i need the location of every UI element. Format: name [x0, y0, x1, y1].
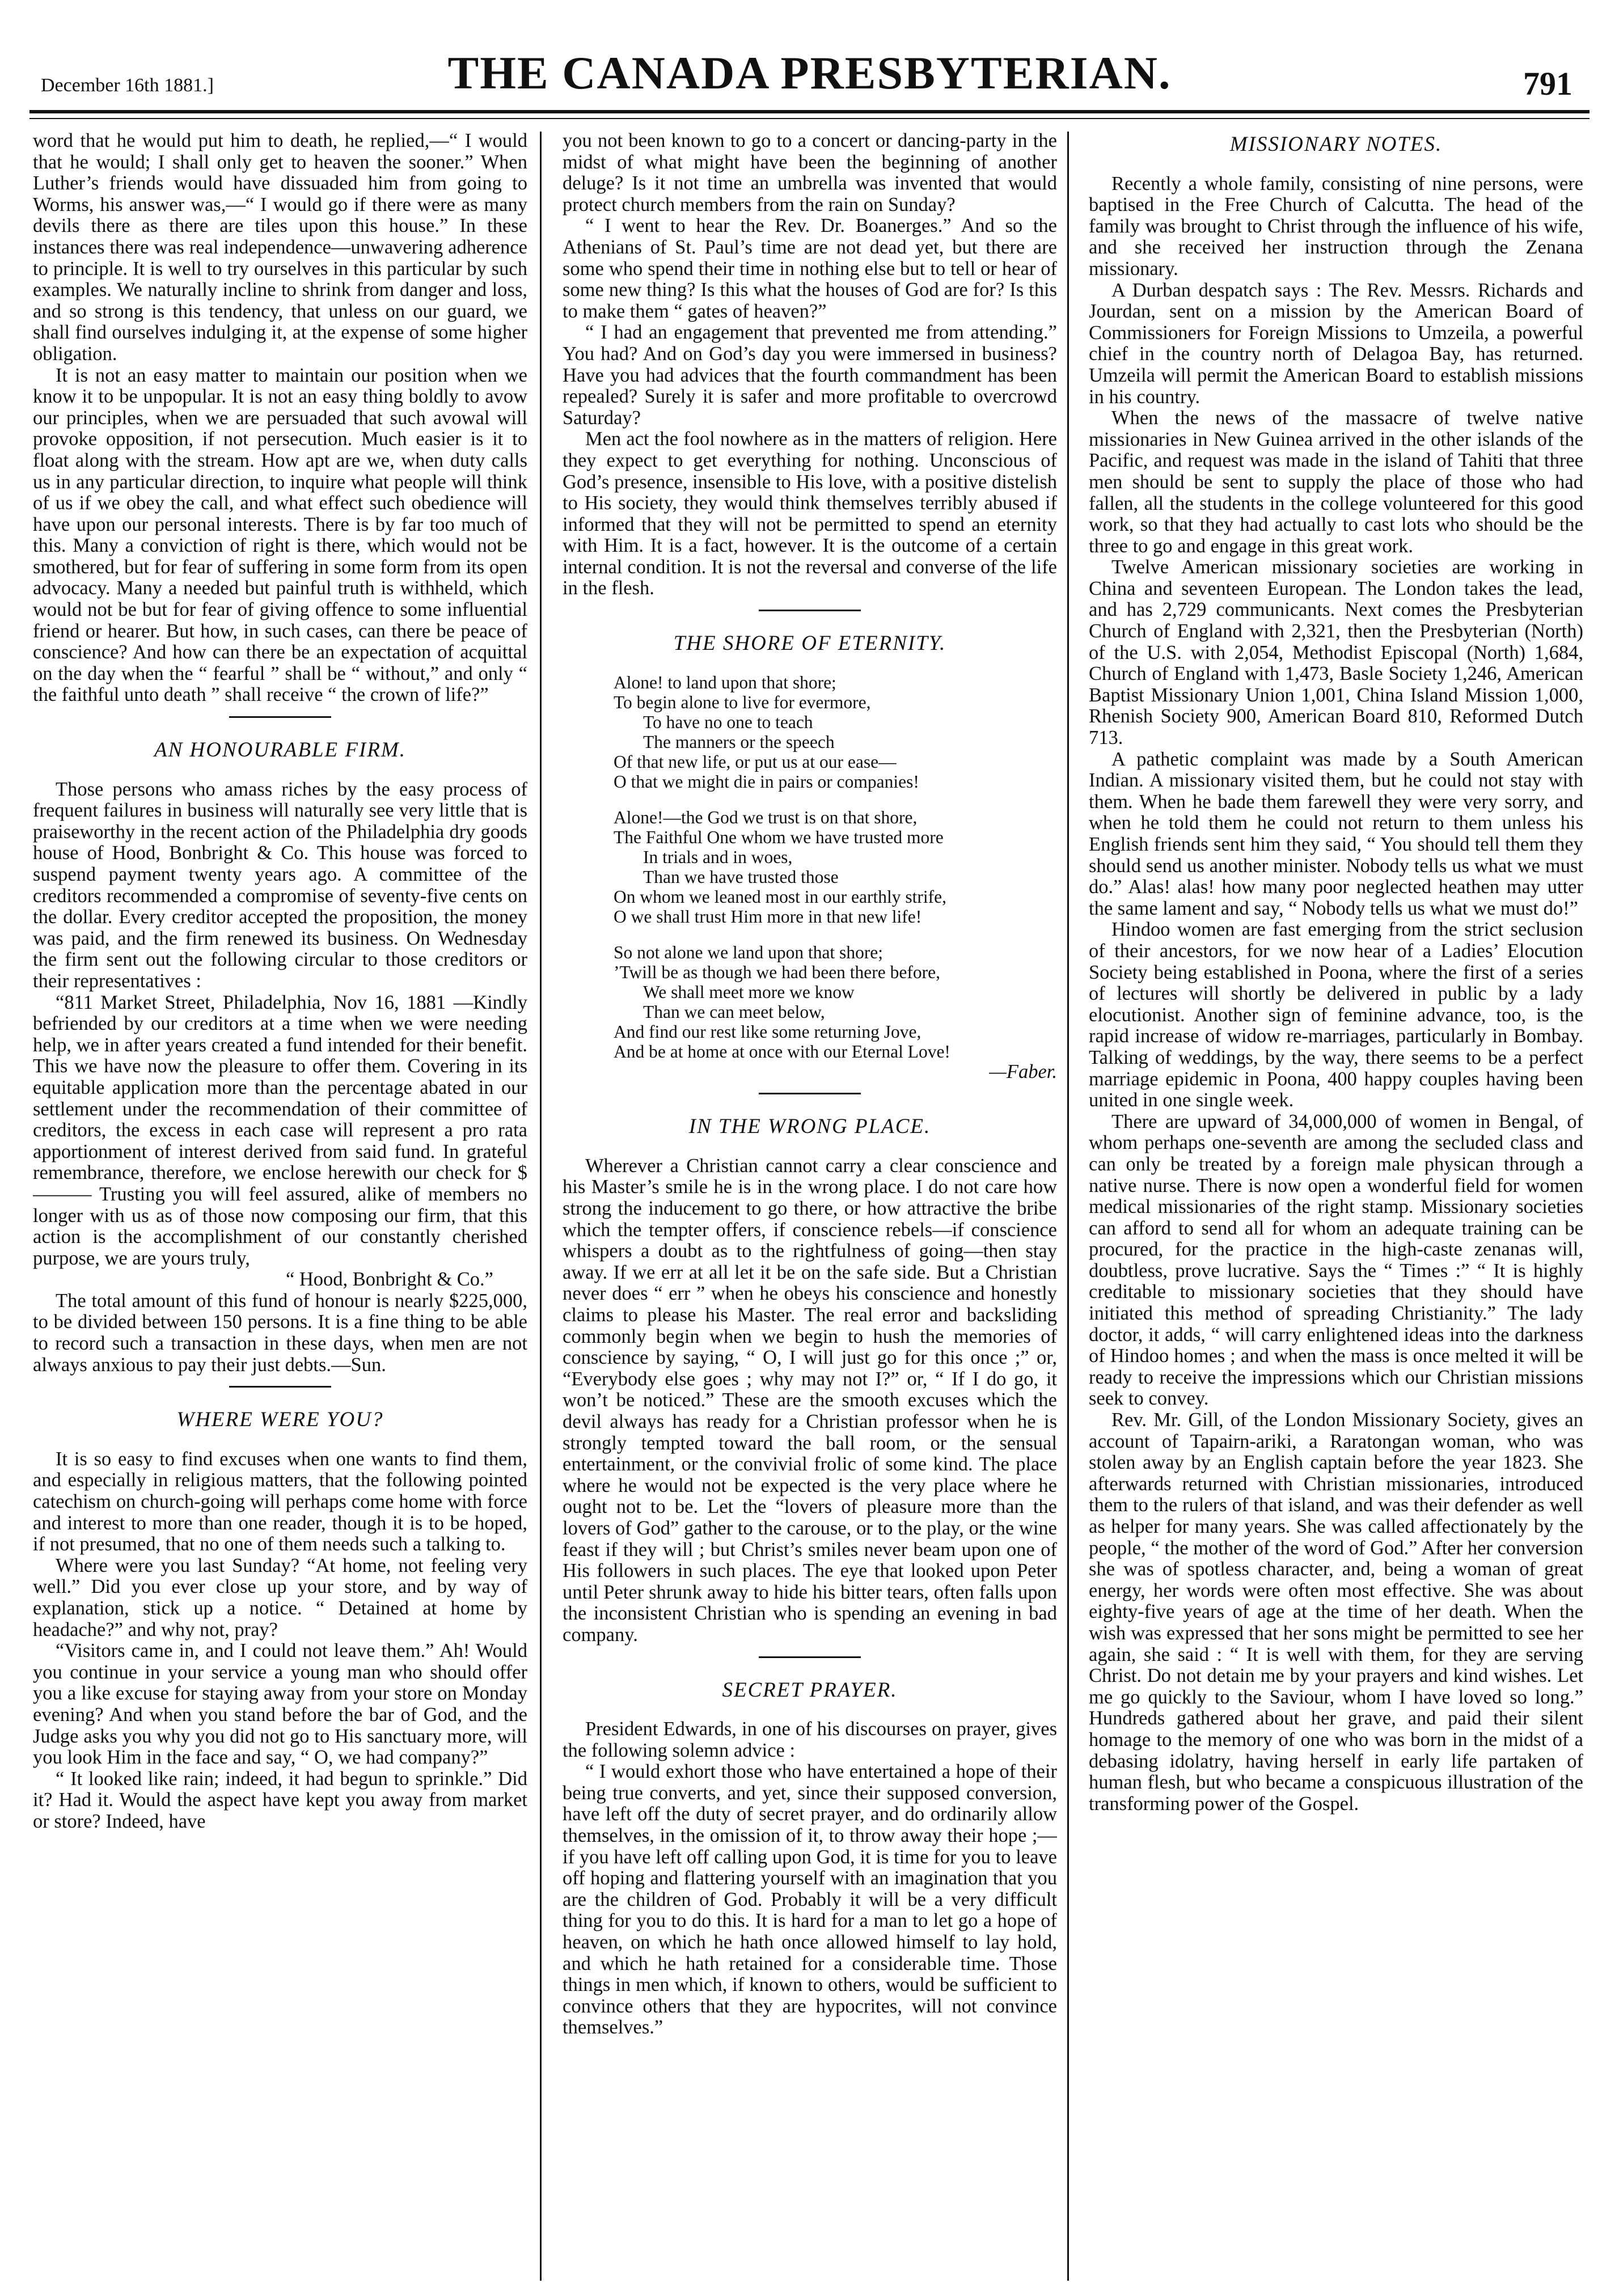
poem-line: And be at home at once with our Eternal Love!: [614, 1041, 950, 1062]
poem-line: The manners or the speech: [643, 731, 835, 752]
column-3: [1089, 130, 1583, 2280]
news-item: A pathetic complaint was made by a South American Indian. A missionary visited them, but he could not stay with them. When he bade them farewell they were very sorry, and when he told them he could not return to them unless his English friends sent him they said, “ You should tell them they should send us another minister. Nobody tells us what we must do.” Alas! alas! how many poor neglected heathen may utter the same lament and say, “ Nobody tells us what we must do!”: [1089, 748, 1583, 919]
article-paragraph: “ I had an engagement that prevented me from attending.” You had? And on God’s day you were immersed in business? Have you had advices that the fourth commandment has been repealed? Surely it is safer and more profitable to overcrowd Saturday?: [563, 322, 1057, 429]
poem-line: On whom we leaned most in our earthly strife,: [614, 886, 946, 907]
news-item: When the news of the massacre of twelve native missionaries in New Guinea arrived in the other islands of the Pacific, and request was made in the island of Tahiti that three men should be sent to supply the place of those who had fallen, all the students in the college volunteered for this good work, so that they had actually to cast lots who should be the three to go and engage in this great work.: [1089, 407, 1583, 557]
article-paragraph: The total amount of this fund of honour is nearly $225,000, to be divided between 150 persons. It is a fine thing to be able to record such a transaction in these days, when men are not always anxious to pay their just debts.—Sun.: [33, 1289, 527, 1376]
article-paragraph: Where were you last Sunday? “At home, not feeling very well.” Did you ever close up your store, and by way of explanation, stick up a notice. “ Detained at home by headache?” and why not, pray?: [33, 1554, 527, 1640]
poem-line: So not alone we land upon that shore;: [614, 942, 884, 962]
article-paragraph: “ I went to hear the Rev. Dr. Boanerges.” And so the Athenians of St. Paul’s time are not dead yet, but there are some who spend their time in nothing else but to tell or hear of some new thing? Is this what the houses of God are for? Is this to make them “ gates of heaven?”: [563, 215, 1057, 322]
news-item: Twelve American missionary societies are working in China and seventeen European. The London takes the lead, and has 2,729 communicants. Next comes the Presbyterian Church of England with 2,321, then the Presbyterian (North) of the U.S. with 2,054, Methodist Episcopal (North) 1,684, Church of England with 1,473, Basle Society 1,246, American Baptist Missionary Union 1,001, China Island Mission 1,000, Rhenish Society 900, American Board 810, Reformed Dutch 713.: [1089, 556, 1583, 749]
article-paragraph: It is not an easy matter to maintain our position when we know it to be unpopular. It is not an easy thing boldly to avow our principles, when we are persuaded that such avowal will provoke opposition, if not persecution. Much easier is it to float along with the stream. How apt are we, when duty calls us in any particular direction, to inquire what people will think of us if we obey the call, and what effect such obedience will have upon our personal interests. There is by far too much of this. Many a conviction of right is there, which would not be smothered, but for fear of suffering in some form from its open advocacy. Many a needed but painful truth is withheld, which would not be but for fear of giving offence to some influential friend or hearer. But how, in such cases, can there be peace of conscience? And how can there be an expectation of acquittal on the day when the “ fearful ” shall be “ without,” and only “ the faithful unto death ” shall receive “ the crown of life?”: [33, 364, 527, 706]
section-divider: [759, 610, 861, 611]
poem-line: Than we have trusted those: [643, 866, 839, 887]
poem-line: Alone! to land upon that shore;: [614, 672, 836, 692]
column-2: [563, 130, 1057, 2280]
news-item: Rev. Mr. Gill, of the London Missionary Society, gives an account of Tapairn-ariki, a Raratongan woman, who was stolen away by an English captain before the year 1823. She afterwards returned with Christian missionaries, introduced them to the rulers of that island, and was their defender as well as helper for many years. She was called affectionately by the people, “ the mother of the word of God.” After her conversion she was of spotless character, and, being a woman of great energy, her words were often most effective. She was about eighty-five years of age at the time of her death. When the wish was expressed that her sons might be permitted to see her again, she said : “ It is well with them, for they are serving Christ. Do not detain me by your prayers and kind wishes. Let me go quickly to the Saviour, whom I have loved so long.” Hundreds gathered about her grave, and paid their silent homage to the memory of one who was born in the midst of a debasing idolatry, having herself in early life partaken of human flesh, but who became a conspicuous illustration of the transforming power of the Gospel.: [1089, 1409, 1583, 1815]
poem-line: O we shall trust Him more in that new life!: [614, 906, 922, 927]
masthead-rule-thick: [29, 110, 1590, 113]
article-paragraph: President Edwards, in one of his discourses on prayer, gives the following solemn advice :: [563, 1718, 1057, 1761]
news-item: Hindoo women are fast emerging from the strict seclusion of their ancestors, for we now hear of a Ladies’ Elocution Society being established in Poona, where the first of a series of lectures will shortly be delivered in public by a lady elocutionist. Another sign of feminine advance, too, is the rapid increase of widow re-marriages, particularly in Bombay. Talking of weddings, by the way, there seems to be a perfect marriage epidemic in Poona, 400 happy couples having been united in one single week.: [1089, 919, 1583, 1111]
heading-where-were-you: WHERE WERE YOU?: [176, 1408, 384, 1432]
article-paragraph: It is so easy to find excuses when one wants to find them, and especially in religious matters, that the following pointed catechism on church-going will perhaps come home with force and interest to more than one reader, though it is to be hoped, if not presumed, that no one of them needs such a talking to.: [33, 1448, 527, 1555]
column-divider: [1067, 132, 1069, 2281]
masthead: [29, 25, 1590, 110]
circular-letter: “811 Market Street, Philadelphia, Nov 16, 1881 —Kindly befriended by our creditors at a time when we were needing help, we in after years created a fund intended for their benefit. This we have now the pleasure to offer them. Covering in its equitable application more than the percentage abated in our settlement under the recommendation of their committee of creditors, the excess in each case will represent a pro rata apportionment of interest derived from said fund. In grateful remembrance, therefore, we enclose herewith our check for $——— Trusting you will feel assured, alike of members no longer with us as of those now composing our firm, that this action is the accomplishment of our constantly cherished purpose, we are yours truly,: [33, 991, 527, 1269]
poem-stanza: [614, 673, 1057, 792]
poem-line: The Faithful One whom we have trusted more: [614, 827, 944, 847]
article-paragraph: Wherever a Christian cannot carry a clear conscience and his Master’s smile he is in the wrong place. I do not care how strong the inducement to go there, or how attractive the bribe which the tempter offers, if conscience rebels—if conscience whispers a doubt as to the rightfulness of going—then stay away. If we err at all let it be on the safe side. But a Christian never does “ err ” when he obeys his conscience and honestly claims to please his Master. The real error and backsliding commonly begin when we begin to hush the memories of conscience by saying, “ O, I will just go for this once ;” or, “Everybody else goes ; why may not I?” or, “ If I do go, it won’t be noticed.” These are the smooth excuses which the devil always has ready for a Christian professor when he is strongly tempted toward the ball room, or the sensual entertainment, or the convivial frolic of some kind. The place where he would not be expected is the very place where he ought not to be. Let the “lovers of pleasure more than the lovers of God” gather to the carouse, or to the play, or the wine feast if they will ; but Christ’s smiles never beam upon one of His followers in such places. The eye that looked upon Peter until Peter shrunk away to hide his bitter tears, often falls upon the inconsistent Christian who is spending an evening in bad company.: [563, 1155, 1057, 1646]
article-paragraph: Men act the fool nowhere as in the matters of religion. Here they expect to get everything for nothing. Unconscious of God’s presence, insensible to His love, with a positive distelish to His society, they would think themselves terribly abused if informed that they will not be permitted to spend an eternity with Him. It is a fact, however. It is the outcome of a certain internal condition. It is not the reversal and converse of the life in the flesh.: [563, 428, 1057, 599]
news-item: Recently a whole family, consisting of nine persons, were baptised in the Free Church of Calcutta. The head of the family was brought to Christ through the influence of his wife, and she received her instruction through the Zenana missionary.: [1089, 172, 1583, 280]
poem-line: Than we can meet below,: [643, 1001, 825, 1022]
article-paragraph: “ It looked like rain; indeed, it had begun to sprinkle.” Did it? Had it. Would the aspect have kept you away from market or store? Indeed, have: [33, 1768, 527, 1832]
section-divider: [759, 1656, 861, 1658]
quoted-passage: “ I would exhort those who have entertained a hope of their being true converts, and yet, since their supposed conversion, have left off the duty of secret prayer, and do ordinarily allow themselves, in the omission of it, to throw away their hope ;—if you have left off calling upon God, it is time for you to leave off hoping and flattering yourself with an imagination that you are the children of God. Probably it will be a very difficult thing for you to do this. It is hard for a man to let go a hope of heaven, on which he hath once allowed himself to lay hold, and which he hath retained for a considerable time. Those things in men which, if known to others, would be sufficient to convince others that they are hypocrites, will not convince themselves.”: [563, 1761, 1057, 2039]
heading-missionary-notes: MISSIONARY NOTES.: [1229, 133, 1443, 156]
column-1: [33, 130, 527, 2280]
issue-date: December 16th 1881.]: [41, 75, 214, 96]
poem-line: In trials and in woes,: [643, 847, 793, 867]
section-divider: [759, 1093, 861, 1094]
poem-attribution: —Faber.: [989, 1060, 1057, 1083]
poem-line: ’Twill be as though we had been there before,: [614, 962, 940, 982]
column-divider: [540, 132, 542, 2281]
heading-shore-of-eternity: THE SHORE OF ETERNITY.: [673, 632, 946, 656]
news-item: There are upward of 34,000,000 of women in Bengal, of whom perhaps one-seventh are among the secluded class and can only be treated by a foreign male physican through a native nurse. There is now open a wonderful field for women medical missionaries of the right stamp. Missionary societies can afford to send all for whom an adequate training can be procured, for the practice in the high-caste zenanas will, doubtless, prove lucrative. Says the “ Times :” “ It is highly creditable to missionary societies that they should have initiated this method of spreading Christianity.” The lady doctor, it adds, “ will carry enlightened ideas into the darkness of Hindoo homes ; and when the mass is once melted it will be ready to receive the impressions which our Christian missions seek to convey.: [1089, 1110, 1583, 1410]
poem-line: Of that new life, or put us at our ease—: [614, 751, 897, 772]
poem: [614, 673, 1057, 1062]
heading-honourable-firm: AN HONOURABLE FIRM.: [154, 738, 406, 762]
poem-stanza: [614, 942, 1057, 1062]
article-paragraph: Those persons who amass riches by the easy process of frequent failures in business will naturally see very little that is praiseworthy in the recent action of the Philadelphia dry goods house of Hood, Bonbright & Co. This house was forced to suspend payment twenty years ago. A committee of the creditors recommended a compromise of seventy-five cents on the dollar. Every creditor accepted the proposition, the money was paid, and the firm renewed its business. On Wednesday the firm sent out the following circular to those creditors or their representatives :: [33, 778, 527, 992]
section-divider: [229, 716, 331, 718]
newspaper-title: THE CANADA PRESBYTERIAN.: [447, 47, 1172, 99]
article-paragraph: you not been known to go to a concert or dancing-party in the midst of what might have been the beginning of another deluge? Is it not time an umbrella was invented that would protect church members from the rain on Sunday?: [563, 130, 1057, 215]
news-item: A Durban despatch says : The Rev. Messrs. Richards and Jourdan, sent on a mission by the American Board of Commissioners for Foreign Missions to Umzeila, a powerful chief in the country north of Delagoa Bay, has returned. Umzeila will permit the American Board to establish missions in his country.: [1089, 279, 1583, 408]
masthead-rule-thin: [29, 118, 1590, 119]
poem-line: Alone!—the God we trust is on that shore,: [614, 807, 918, 827]
page-number: 791: [1523, 65, 1572, 102]
article-paragraph: word that he would put him to death, he replied,—“ I would that he would; I shall only get to heaven the sooner.” When Luther’s friends would have dissuaded him from going to Worms, his answer was,—“ I would go if there were as many devils there as there are tiles upon this house.” In these instances there was real independence—unwavering adherence to principle. It is well to try ourselves in this particular by such examples. We naturally incline to shrink from danger and loss, and so strong is this tendency, that unless on our guard, we shall find ourselves indulging it, at the expense of some higher obligation.: [33, 130, 527, 365]
heading-wrong-place: IN THE WRONG PLACE.: [688, 1115, 931, 1139]
letter-signature: “ Hood, Bonbright & Co.”: [285, 1268, 493, 1291]
poem-line: We shall meet more we know: [643, 982, 855, 1002]
article-paragraph: “Visitors came in, and I could not leave them.” Ah! Would you continue in your service a young man who should offer you a like excuse for staying away from your store on Monday evening? And when you stand before the bar of God, and the Judge asks you why you did not go to His sanctuary more, will you look Him in the face and say, “ O, we had company?”: [33, 1640, 527, 1769]
heading-secret-prayer: SECRET PRAYER.: [722, 1678, 898, 1702]
poem-line: O that we might die in pairs or companies!: [614, 771, 919, 792]
poem-line: And find our rest like some returning Jove,: [614, 1021, 921, 1042]
poem-line: To begin alone to live for evermore,: [614, 692, 871, 712]
section-divider: [229, 1386, 331, 1388]
poem-line: To have no one to teach: [643, 712, 813, 732]
poem-stanza: [614, 807, 1057, 927]
